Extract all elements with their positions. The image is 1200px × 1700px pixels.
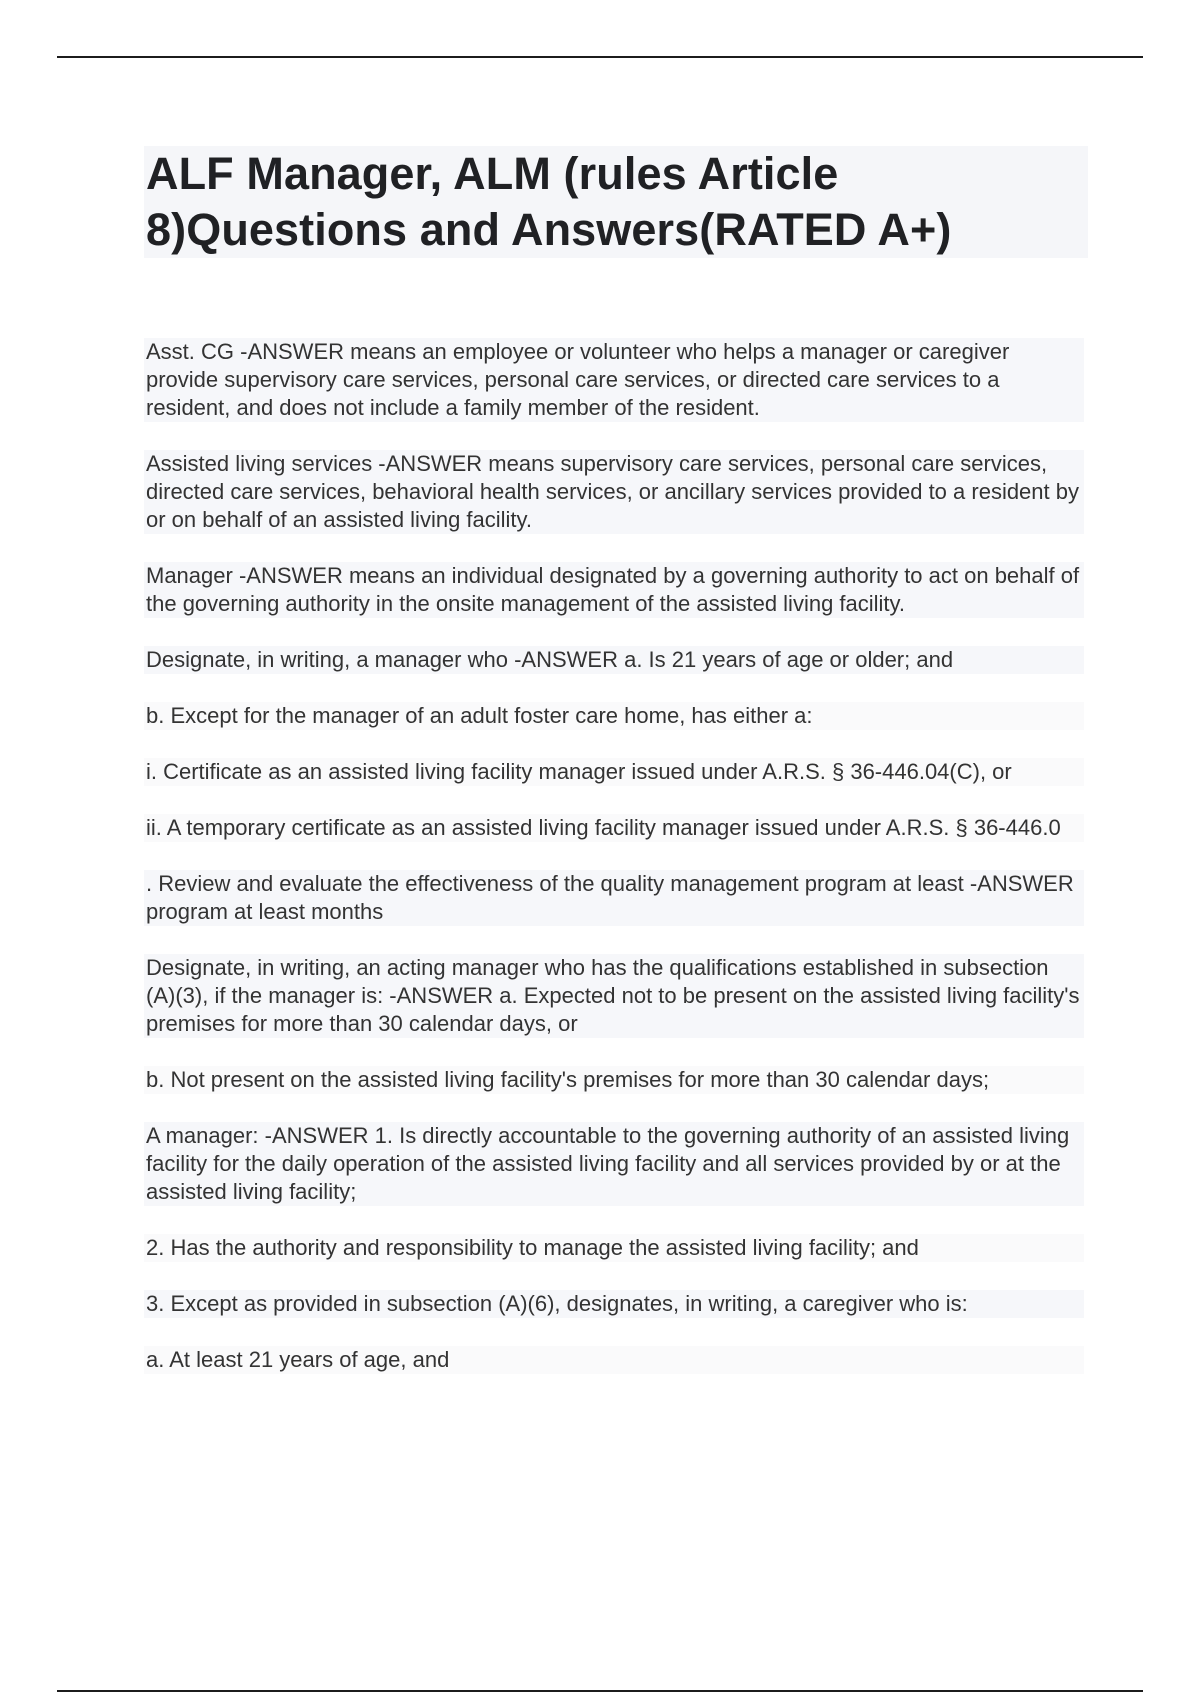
paragraph-review-quality: . Review and evaluate the effectiveness of the quality management program at least -ANSWER program at least months [144, 870, 1084, 926]
title-line-1: ALF Manager, ALM (rules Article [146, 148, 839, 199]
paragraph-designate-manager: Designate, in writing, a manager who -ANSWER a. Is 21 years of age or older; and [144, 646, 1084, 674]
paragraph-a-manager: A manager: -ANSWER 1. Is directly accountable to the governing authority of an assisted living facility for the daily operation of the assisted living facility and all services provided by or at the assisted living facility; [144, 1122, 1084, 1206]
paragraph-certificate: i. Certificate as an assisted living facility manager issued under A.R.S. § 36-446.04(C), or [144, 758, 1084, 786]
top-rule [57, 56, 1143, 58]
paragraph-except-manager: b. Except for the manager of an adult foster care home, has either a: [144, 702, 1084, 730]
paragraph-acting-manager: Designate, in writing, an acting manager who has the qualifications established in subsection (A)(3), if the manager is: -ANSWER a. Expected not to be present on the assisted living facility's premises for more than 30 calendar days, or [144, 954, 1084, 1038]
paragraph-assisted-living-services: Assisted living services -ANSWER means supervisory care services, personal care services, directed care services, behavioral health services, or ancillary services provided to a resident by or on behalf of an assisted living facility. [144, 450, 1084, 534]
document-title [144, 146, 1088, 258]
title-block [144, 146, 1088, 258]
paragraph-not-present: b. Not present on the assisted living facility's premises for more than 30 calendar days; [144, 1066, 1084, 1094]
document-body [144, 338, 1084, 1402]
paragraph-manager-definition: Manager -ANSWER means an individual designated by a governing authority to act on behalf of the governing authority in the onsite management of the assisted living facility. [144, 562, 1084, 618]
paragraph-age-21: a. At least 21 years of age, and [144, 1346, 1084, 1374]
paragraph-designates-caregiver: 3. Except as provided in subsection (A)(6), designates, in writing, a caregiver who is: [144, 1290, 1084, 1318]
paragraph-asst-cg: Asst. CG -ANSWER means an employee or volunteer who helps a manager or caregiver provide supervisory care services, personal care services, or directed care services to a resident, and does not include a family member of the resident. [144, 338, 1084, 422]
paragraph-temporary-certificate: ii. A temporary certificate as an assisted living facility manager issued under A.R.S. § 36-446.0 [144, 814, 1084, 842]
title-line-2: 8)Questions and Answers(RATED A+) [146, 204, 952, 255]
bottom-rule [57, 1690, 1143, 1692]
paragraph-authority: 2. Has the authority and responsibility to manage the assisted living facility; and [144, 1234, 1084, 1262]
